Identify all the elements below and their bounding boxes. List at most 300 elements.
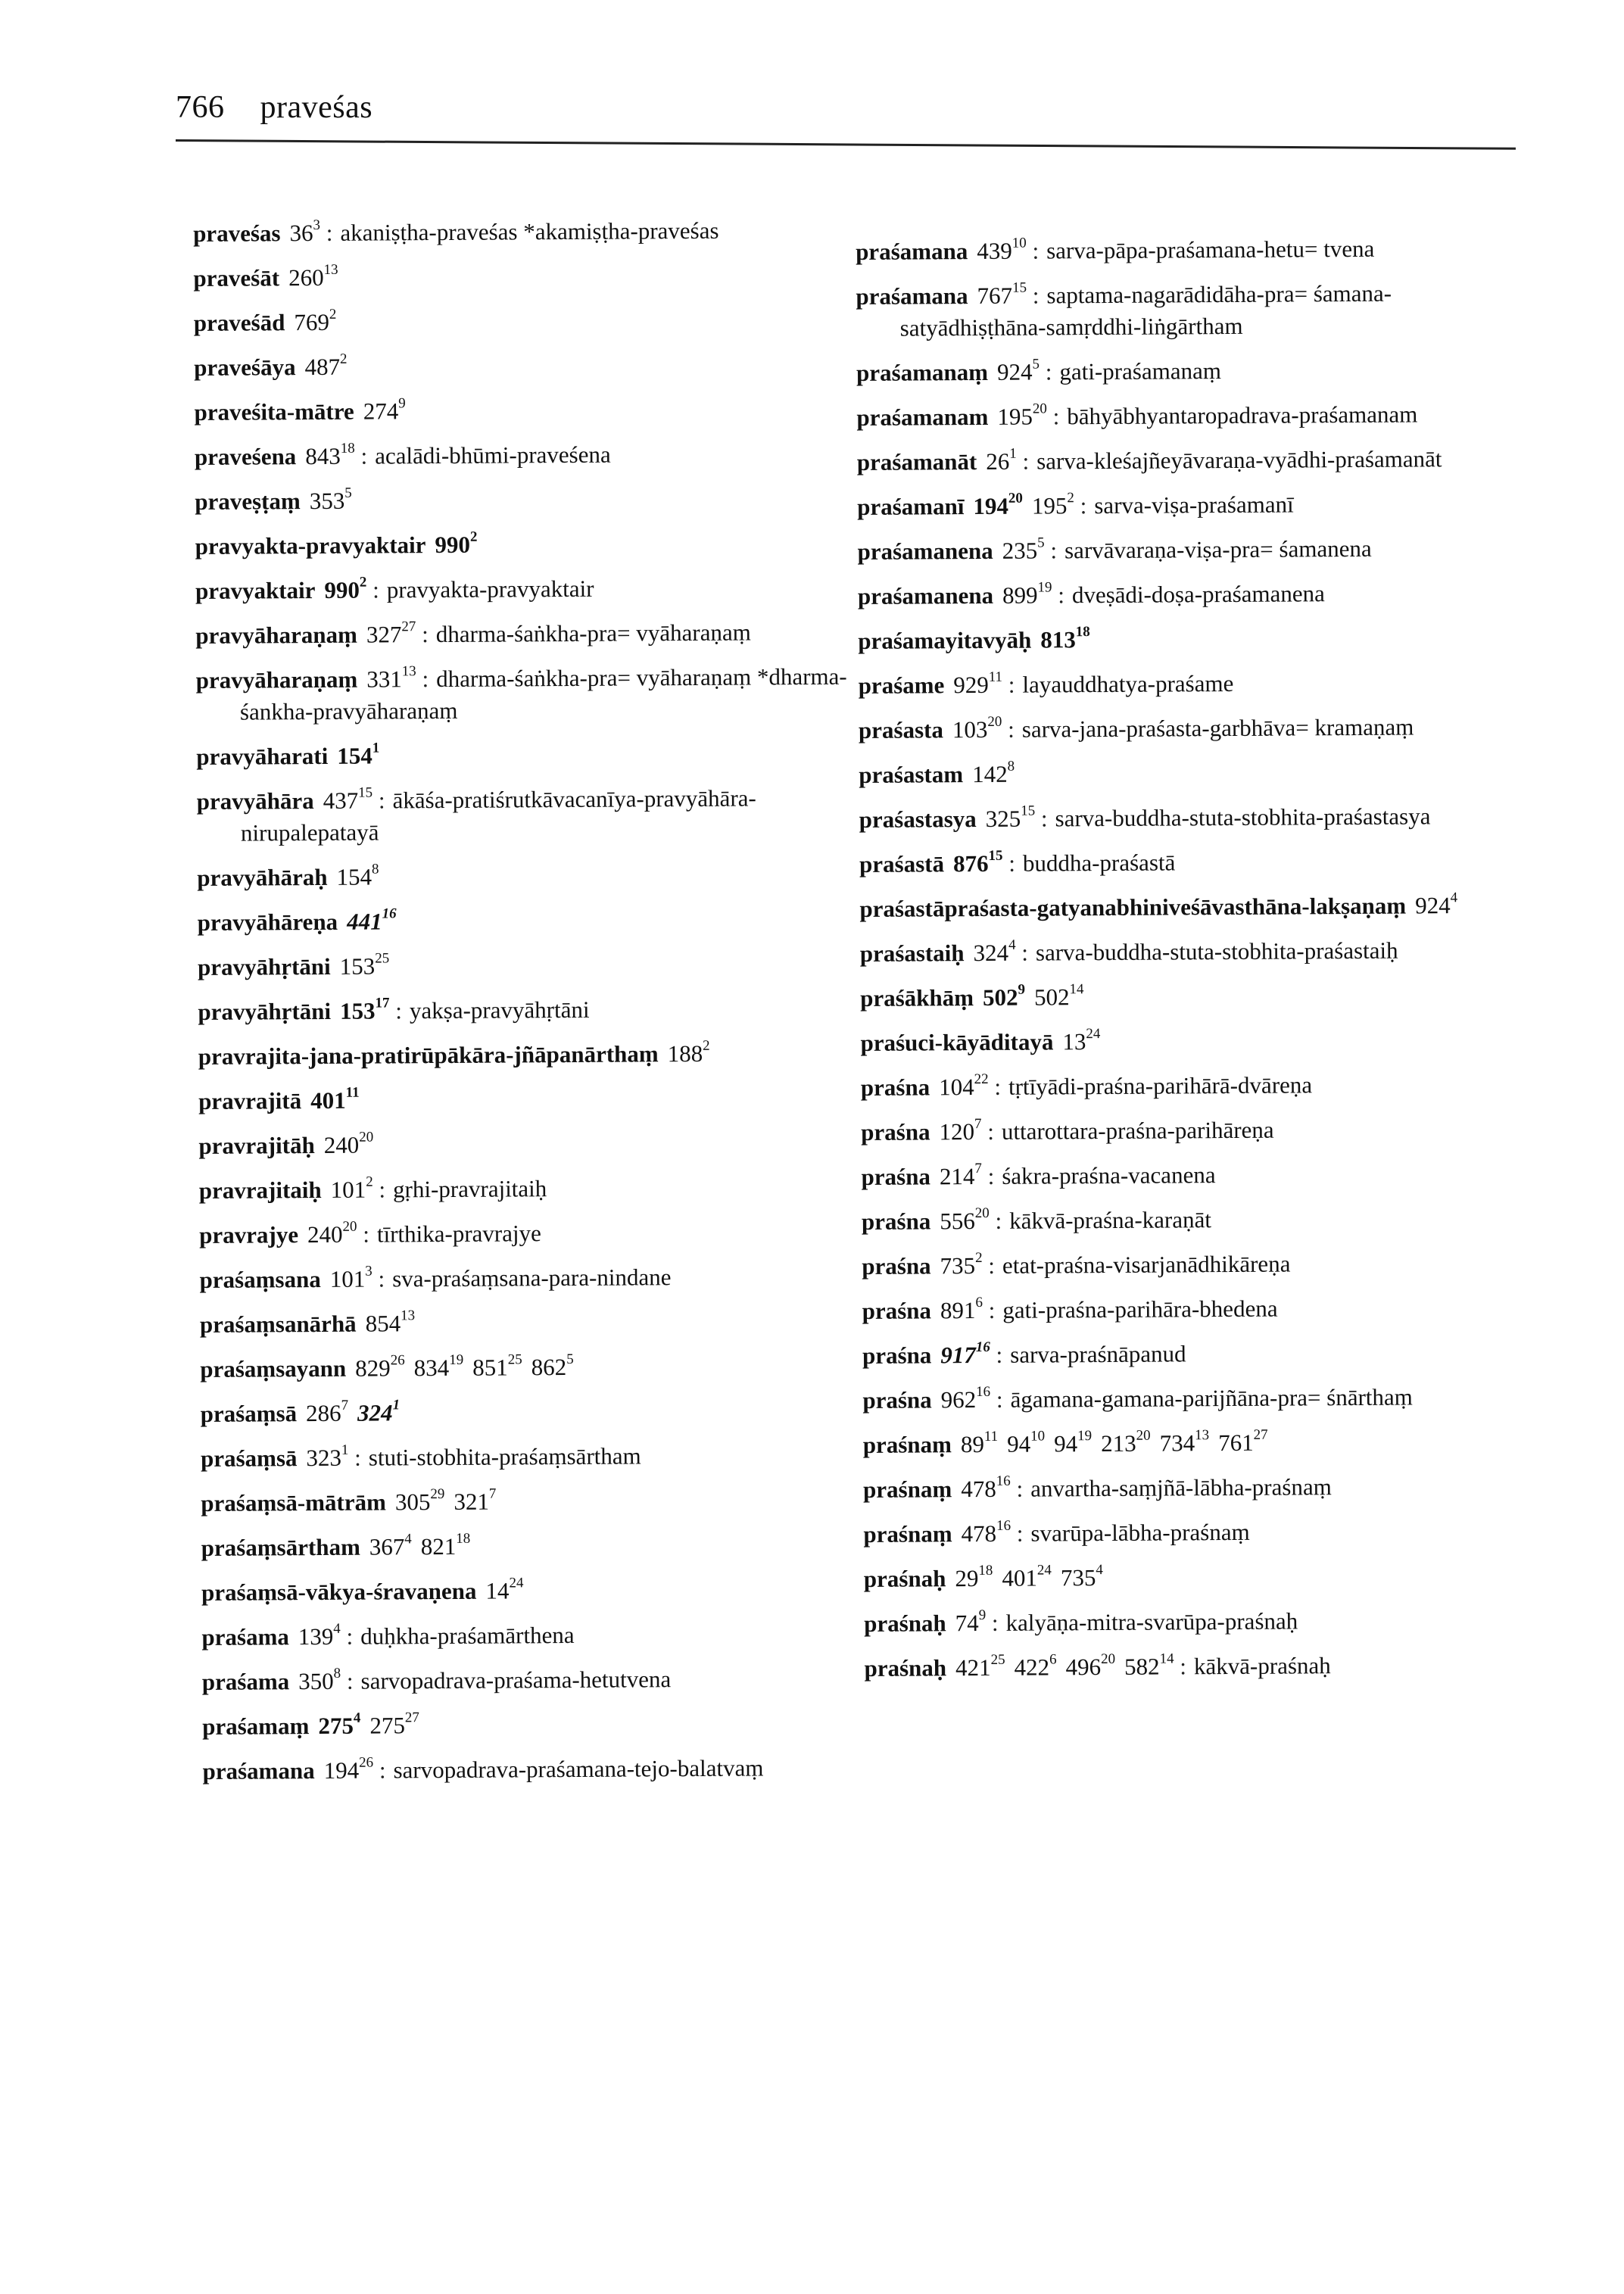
page-number-ref: 367: [369, 1533, 405, 1560]
page-reference: [985, 803, 1036, 832]
page-number-ref: 240: [307, 1220, 343, 1248]
colon-separator: :: [989, 1207, 1002, 1234]
headword: praśastasya: [859, 806, 977, 833]
index-entry: [864, 1560, 1515, 1595]
index-entry: [199, 1261, 850, 1296]
line-number-ref: 10: [1030, 1428, 1046, 1445]
index-entry: [856, 398, 1507, 434]
page-reference: [1160, 1429, 1210, 1456]
context-phrase: dveṣādi-doṣa-praśamanena: [1071, 580, 1325, 609]
index-entry: [858, 577, 1509, 612]
index-entry: [862, 1381, 1513, 1417]
context-phrase: stuti-stobhita-praśaṃsārtham: [368, 1442, 641, 1471]
page-number-ref: 735: [940, 1252, 976, 1279]
index-entry: [194, 348, 845, 384]
page-reference: [997, 403, 1047, 429]
headword: praśaṃsārtham: [201, 1533, 360, 1561]
index-entry: [862, 1292, 1513, 1327]
index-entry: [196, 737, 847, 773]
index-entry: [864, 1649, 1515, 1685]
page-number-ref: 990: [435, 531, 471, 559]
page-reference: [306, 1442, 349, 1472]
line-number-ref: 3: [313, 217, 321, 234]
page-reference: [940, 1297, 983, 1323]
headword: praśamanī: [857, 493, 965, 520]
line-number-ref: 13: [401, 663, 416, 680]
index-entry: [194, 393, 845, 429]
page-reference: [363, 397, 406, 424]
page-number-ref: 478: [961, 1475, 996, 1503]
page-number-ref: 350: [298, 1667, 334, 1695]
context-phrase: duḥkha-praśamārthena: [360, 1621, 575, 1650]
page-reference: [330, 1173, 373, 1203]
line-number-ref: 20: [1100, 1650, 1116, 1668]
headword: praśamayitavyāḥ: [858, 626, 1032, 654]
index-entry: [200, 1305, 851, 1341]
page-reference: [435, 528, 478, 559]
index-entry: [859, 890, 1510, 925]
headword: praśna: [862, 1342, 932, 1369]
index-entry: [856, 232, 1507, 268]
index-entry: [860, 934, 1511, 970]
page-reference: [940, 1252, 983, 1279]
page-reference: [323, 1129, 374, 1158]
page-number-ref: 101: [330, 1176, 366, 1203]
line-number-ref: 20: [342, 1218, 357, 1235]
index-entry: [862, 1336, 1513, 1372]
line-number-ref: 4: [1096, 1562, 1103, 1579]
colon-separator: :: [373, 1756, 386, 1784]
headword: pravyāhṛtāni: [198, 997, 332, 1025]
index-entry: [859, 845, 1510, 881]
page-number-ref: 502: [982, 983, 1018, 1011]
page-number-ref: 324: [357, 1399, 393, 1426]
headword: praśasta: [858, 716, 944, 743]
context-phrase: akaniṣṭha-praveśas *akamiṣṭha-praveśas: [340, 217, 719, 246]
page-number-ref: 962: [940, 1386, 977, 1413]
context-phrase: kākvā-praśna-karaṇāt: [1009, 1206, 1212, 1234]
context-phrase: sarva-praśnāpanud: [1010, 1340, 1186, 1368]
page-number-ref: 843: [305, 442, 341, 470]
line-number-ref: 19: [1077, 1428, 1093, 1445]
page-number-ref: 235: [1002, 537, 1038, 564]
line-number-ref: 16: [996, 1517, 1011, 1534]
page-number-ref: 734: [1159, 1429, 1195, 1457]
line-number-ref: 13: [323, 261, 338, 278]
page-reference: [667, 1037, 710, 1068]
index-column-left: [193, 214, 854, 1800]
page-reference: [952, 713, 1002, 743]
page-number-ref: 104: [939, 1074, 974, 1101]
index-entry: [201, 1484, 852, 1519]
headword: praveśena: [194, 443, 297, 470]
index-entry: [859, 756, 1510, 791]
page-reference: [1007, 1428, 1046, 1457]
index-entry: [202, 1707, 853, 1743]
context-phrase: gati-praśamanaṃ: [1059, 357, 1221, 385]
page-reference: [420, 1530, 471, 1560]
index-entry: [198, 903, 849, 939]
context-phrase: sarva-buddha-stuta-stobhita-praśastaiḥ: [1035, 937, 1398, 966]
headword: pravrajitāḥ: [198, 1132, 315, 1159]
page-number-ref: 213: [1101, 1429, 1136, 1457]
page-reference: [955, 1651, 1005, 1682]
page-reference: [952, 847, 1003, 877]
page-number-ref: 324: [973, 939, 1009, 967]
headword: pravyāhāraḥ: [197, 863, 328, 891]
page-number-ref: 502: [1033, 983, 1070, 1011]
headword: pravyāharaṇaṃ: [195, 621, 358, 649]
colon-separator: :: [372, 1176, 386, 1203]
page-number-ref: 439: [977, 237, 1012, 265]
line-number-ref: 24: [1086, 1026, 1101, 1043]
page-number-ref: 899: [1002, 581, 1038, 609]
index-entry: [195, 438, 846, 473]
index-entry: [200, 1350, 851, 1385]
page-number-ref: 769: [294, 308, 330, 336]
page-number-ref: 14: [485, 1577, 510, 1604]
page-reference: [369, 1533, 412, 1560]
page-number-ref: 94: [1054, 1430, 1078, 1457]
headword: praśamana: [202, 1757, 315, 1784]
line-number-ref: 6: [1049, 1651, 1057, 1668]
page-reference: [972, 758, 1015, 788]
page-reference: [366, 665, 416, 692]
page-number-ref: 142: [972, 760, 1008, 788]
running-title: praveśas: [260, 90, 373, 125]
context-phrase: dharma-śaṅkha-pra= vyāharaṇaṃ: [435, 619, 751, 648]
page-number-ref: 924: [1415, 892, 1451, 919]
page-reference: [485, 1577, 523, 1604]
index-entry: [198, 1082, 849, 1117]
line-number-ref: 11: [988, 669, 1003, 685]
page-number-ref: 829: [355, 1354, 391, 1382]
page-number-ref: 103: [952, 715, 988, 743]
line-number-ref: 2: [469, 528, 478, 545]
index-entry: [198, 948, 849, 983]
line-number-ref: 5: [1037, 535, 1045, 551]
colon-separator: :: [1052, 581, 1065, 609]
page-reference: [355, 1354, 405, 1381]
index-entry: [857, 488, 1508, 523]
index-entry: [199, 1216, 850, 1251]
page-number-ref: 735: [1060, 1564, 1096, 1591]
page-reference: [955, 1607, 987, 1637]
page-number-ref: 478: [961, 1519, 997, 1548]
page-reference: [1002, 537, 1045, 563]
index-entry: [863, 1470, 1514, 1506]
line-number-ref: 16: [382, 905, 397, 922]
page-reference: [1101, 1427, 1151, 1457]
line-number-ref: 18: [456, 1530, 471, 1547]
index-entry: [202, 1663, 853, 1698]
headword: pravyāhṛtāni: [197, 952, 331, 980]
line-number-ref: 16: [996, 1473, 1011, 1489]
headword: praśnaṃ: [863, 1520, 952, 1548]
page-number-ref: 194: [323, 1756, 360, 1784]
line-number-ref: 11: [345, 1084, 360, 1101]
colon-separator: :: [1002, 671, 1015, 698]
page-reference: [369, 1712, 419, 1738]
colon-separator: :: [354, 442, 368, 469]
colon-separator: :: [340, 1622, 354, 1650]
page-reference: [336, 861, 379, 890]
line-number-ref: 20: [1008, 490, 1023, 506]
headword: pravyakta-pravyaktair: [195, 531, 426, 559]
page-reference: [940, 1205, 990, 1235]
index-entry: [193, 214, 844, 250]
context-phrase: ākāśa-pratiśrutkāvacanīya-pravyāhāra-nirupalepatayā: [240, 784, 756, 846]
page-reference: [977, 235, 1027, 265]
line-number-ref: 14: [1069, 981, 1084, 998]
headword: pravrajye: [199, 1221, 299, 1248]
line-number-ref: 26: [359, 1754, 374, 1771]
index-entry: [857, 532, 1508, 568]
page-number-ref: 556: [940, 1208, 975, 1235]
page-reference: [318, 1710, 361, 1740]
headword: praśnaḥ: [864, 1654, 947, 1682]
line-number-ref: 4: [404, 1531, 412, 1548]
headword: praśna: [860, 1074, 930, 1101]
page-number-ref: 891: [940, 1297, 976, 1324]
index-entry: [199, 1171, 850, 1207]
index-entry: [193, 259, 844, 295]
page-number-ref: 305: [394, 1488, 431, 1516]
page-number-ref: 761: [1218, 1429, 1254, 1457]
context-phrase: gati-praśna-parihāra-bhedena: [1002, 1295, 1278, 1323]
page-number: 766: [176, 90, 225, 125]
page-number-ref: 274: [363, 397, 399, 425]
headword: praśastāpraśasta-gatyanabhiniveśāvasthāna-lakṣaṇaṃ: [859, 892, 1407, 922]
line-number-ref: 19: [449, 1351, 464, 1368]
line-number-ref: 5: [566, 1351, 574, 1368]
headword: praśnaḥ: [864, 1610, 946, 1637]
line-number-ref: 19: [1037, 579, 1052, 596]
colon-separator: :: [1174, 1653, 1187, 1680]
context-phrase: sarva-kleśajñeyāvaraṇa-vyādhi-praśamanāt: [1036, 445, 1442, 475]
line-number-ref: 15: [1021, 803, 1036, 819]
context-phrase: sarvopadrava-praśamana-tejo-balatvaṃ: [393, 1754, 764, 1784]
page-reference: [1124, 1650, 1174, 1680]
context-phrase: dharma-śaṅkha-pra= vyāharaṇaṃ *dharma-śankha-pravyāharaṇaṃ: [239, 662, 847, 725]
page-reference: [531, 1351, 574, 1381]
context-phrase: sarva-buddha-stuta-stobhita-praśastasya: [1055, 803, 1431, 832]
line-number-ref: 1: [341, 1442, 349, 1458]
context-phrase: sarva-viṣa-praśamanī: [1094, 491, 1294, 519]
page-reference: [961, 1517, 1011, 1548]
context-phrase: bāhyābhyantaropadrava-praśamanam: [1067, 401, 1418, 430]
page-number-ref: 195: [1031, 492, 1068, 519]
page-reference: [304, 351, 348, 381]
page-number-ref: 487: [304, 353, 341, 381]
page-number-ref: 325: [985, 805, 1021, 832]
page-number-ref: 834: [413, 1354, 450, 1382]
page-number-ref: 240: [323, 1131, 360, 1158]
context-phrase: gṛhi-pravrajitaiḥ: [392, 1175, 547, 1203]
context-phrase: sarvopadrava-praśama-hetutvena: [360, 1666, 672, 1694]
context-phrase: sva-praśaṃsana-para-nindane: [392, 1264, 672, 1292]
index-entry: [860, 1024, 1511, 1059]
index-entry: [863, 1515, 1514, 1551]
colon-separator: :: [988, 1073, 1002, 1100]
headword: praśna: [861, 1118, 930, 1145]
headword: praveśāt: [193, 264, 280, 291]
headword: pravyaktair: [195, 577, 316, 604]
line-number-ref: 11: [983, 1428, 999, 1445]
line-number-ref: 8: [371, 861, 379, 877]
line-number-ref: 18: [978, 1562, 993, 1579]
headword: praveśāya: [194, 354, 296, 381]
index-entry: [863, 1426, 1514, 1461]
page-reference: [1014, 1653, 1056, 1680]
headword: praśna: [862, 1297, 932, 1324]
headword: praśna: [861, 1208, 931, 1235]
context-phrase: kalyāṇa-mitra-svarūpa-praśnaḥ: [1005, 1607, 1298, 1636]
headword: praśnaṃ: [862, 1431, 952, 1458]
page-reference: [305, 440, 355, 470]
context-phrase: kākvā-praśnaḥ: [1193, 1652, 1331, 1680]
index-entry: [861, 1068, 1512, 1104]
headword: pravyāhāra: [196, 787, 314, 815]
page-number-ref: 854: [365, 1310, 401, 1337]
page-reference: [310, 1084, 360, 1114]
index-entry: [859, 666, 1510, 702]
headword: pravyāharaṇaṃ: [195, 665, 358, 693]
context-phrase: sarva-jana-praśasta-garbhāva= kramaṇaṃ: [1021, 713, 1414, 743]
line-number-ref: 25: [990, 1651, 1005, 1668]
line-number-ref: 2: [339, 351, 348, 367]
page-reference: [1065, 1650, 1116, 1681]
page-reference: [973, 490, 1023, 520]
page-reference: [1002, 581, 1052, 608]
page-number-ref: 331: [366, 665, 402, 693]
line-number-ref: 6: [975, 1295, 983, 1311]
page-reference: [939, 1118, 981, 1145]
colon-separator: :: [1011, 1519, 1024, 1547]
headword: praśna: [862, 1252, 931, 1279]
context-phrase: etat-praśna-visarjanādhikāreṇa: [1002, 1250, 1291, 1279]
line-number-ref: 1: [1009, 445, 1017, 462]
headword: praśaṃsā: [200, 1400, 298, 1427]
page-number-ref: 29: [955, 1565, 979, 1592]
headword: praśamanena: [857, 581, 994, 609]
colon-separator: :: [320, 219, 333, 246]
line-number-ref: 27: [404, 1710, 419, 1726]
line-number-ref: 24: [1036, 1562, 1052, 1579]
page-number-ref: 862: [531, 1354, 567, 1381]
page-reference: [1218, 1426, 1268, 1457]
line-number-ref: 17: [375, 995, 390, 1011]
page-number-ref: 275: [369, 1712, 405, 1739]
headword: praśamana: [856, 238, 968, 265]
page-reference: [413, 1351, 464, 1382]
page-number-ref: 89: [960, 1430, 984, 1458]
page-number-ref: 260: [288, 263, 324, 291]
page-reference: [955, 1562, 993, 1592]
page-reference: [1061, 1564, 1103, 1591]
headword: praveśād: [193, 309, 285, 336]
line-number-ref: 4: [353, 1710, 361, 1726]
line-number-ref: 2: [703, 1037, 710, 1054]
line-number-ref: 2: [1067, 490, 1074, 506]
line-number-ref: 7: [974, 1161, 982, 1177]
page-reference: [294, 306, 337, 336]
headword: praśākhāṃ: [860, 984, 974, 1011]
page-number-ref: 275: [318, 1712, 354, 1740]
page-number-ref: 353: [309, 487, 345, 515]
page-number-ref: 94: [1007, 1430, 1031, 1457]
headword: pravrajita-jana-pratirūpākāra-jñāpanārthaṃ: [198, 1040, 659, 1070]
index-entry: [861, 1158, 1512, 1193]
colon-separator: :: [1074, 492, 1087, 519]
colon-separator: :: [416, 621, 429, 648]
colon-separator: :: [341, 1667, 354, 1694]
colon-separator: :: [357, 1220, 370, 1248]
context-phrase: pravyakta-pravyaktair: [386, 575, 594, 603]
page-number-ref: 139: [298, 1622, 334, 1650]
line-number-ref: 15: [1011, 279, 1027, 296]
colon-separator: :: [982, 1296, 996, 1323]
colon-separator: :: [1010, 1475, 1024, 1502]
context-phrase: āgamana-gamana-parijñāna-pra= śnārthaṃ: [1010, 1383, 1413, 1413]
page-number-ref: 917: [940, 1342, 976, 1369]
line-number-ref: 20: [974, 1205, 990, 1222]
page-reference: [329, 1263, 372, 1292]
headword: praśnaḥ: [863, 1565, 946, 1592]
headword: praśna: [861, 1163, 931, 1190]
line-number-ref: 20: [359, 1129, 374, 1145]
line-number-ref: 9: [1018, 981, 1026, 998]
page-reference: [289, 217, 321, 247]
page-reference: [366, 621, 416, 647]
page-reference: [340, 997, 390, 1024]
line-number-ref: 20: [1032, 401, 1047, 417]
index-entry: [862, 1247, 1513, 1283]
index-entry: [856, 277, 1507, 344]
page-reference: [1040, 626, 1090, 653]
headword: praveśas: [193, 220, 281, 247]
page-number-ref: 813: [1040, 626, 1076, 653]
page-reference: [288, 261, 338, 291]
line-number-ref: 27: [1253, 1426, 1268, 1443]
line-number-ref: 2: [366, 1173, 373, 1190]
page-number-ref: 437: [323, 787, 359, 814]
headword: praśamanam: [856, 403, 989, 431]
page-number-ref: 421: [955, 1653, 991, 1682]
index-entry: [195, 616, 846, 652]
headword: praśamanāt: [856, 448, 977, 475]
headword: praśaṃsana: [199, 1265, 321, 1293]
context-phrase: layauddhatya-praśame: [1022, 669, 1234, 698]
line-number-ref: 7: [974, 1116, 982, 1133]
headword: pravyāhāreṇa: [197, 908, 338, 936]
page-number-ref: 422: [1014, 1653, 1050, 1681]
colon-separator: :: [1002, 715, 1015, 743]
page-number-ref: 327: [366, 621, 402, 648]
page-reference: [940, 1383, 991, 1413]
page-number-ref: 851: [472, 1354, 508, 1381]
index-entry: [859, 800, 1510, 836]
running-head: [176, 89, 372, 126]
line-number-ref: 8: [333, 1665, 341, 1682]
line-number-ref: 3: [365, 1263, 372, 1279]
colon-separator: :: [1039, 358, 1052, 385]
page-reference: [977, 279, 1027, 310]
page-number-ref: 120: [939, 1118, 975, 1145]
index-entry: [857, 443, 1508, 478]
headword: praśastā: [859, 850, 945, 877]
page-reference: [986, 445, 1017, 475]
